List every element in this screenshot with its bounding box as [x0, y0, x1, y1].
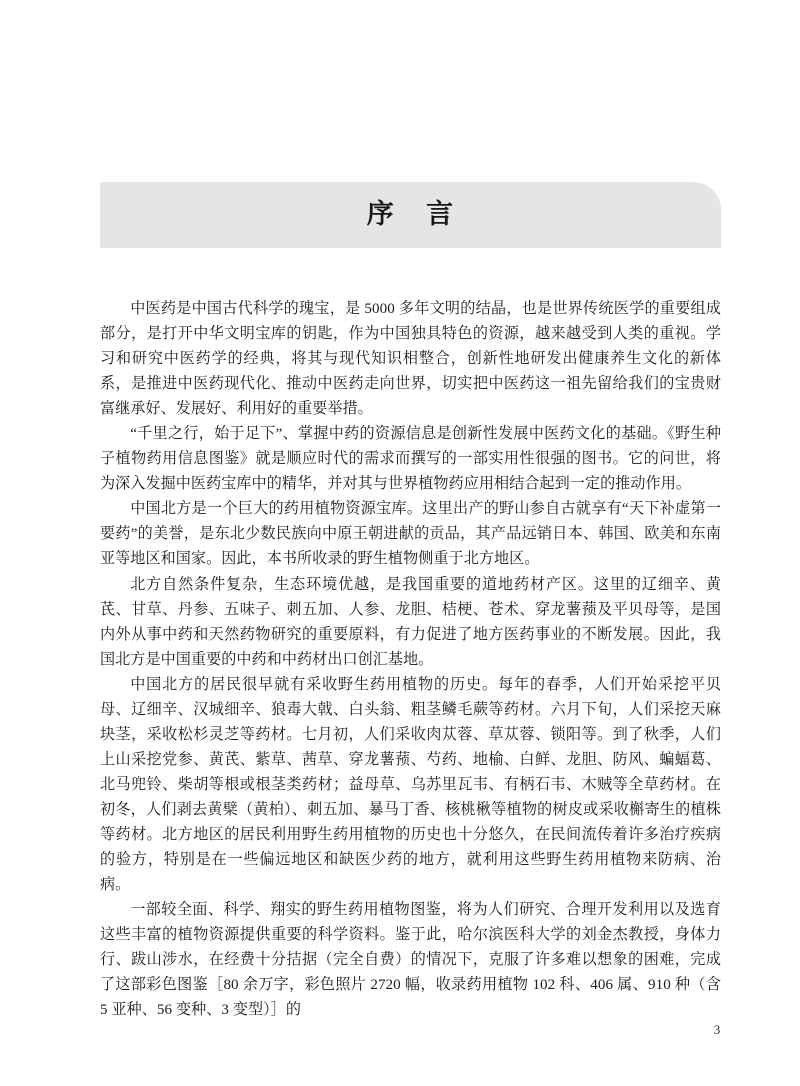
page-title: 序 言 — [366, 198, 456, 229]
paragraph: “千里之行，始于足下”、掌握中药的资源信息是创新性发展中医药文化的基础。《野生种子植物药用信息图鉴》就是顺应时代的需求而撰写的一部实用性很强的图书。它的问世，将为深入发掘中医药宝库中的精华，并对其与世界植物药应用相结合起到一定的推动作用。 — [100, 426, 721, 493]
page-number: 3 — [713, 1022, 721, 1037]
paragraph: 北方自然条件复杂，生态环境优越，是我国重要的道地药材产区。这里的辽细辛、黄芪、甘草、丹参、五味子、刺五加、人参、龙胆、桔梗、苍术、穿龙薯蓣及平贝母等，是国内外从事中药和天然药物研究的重要原料，有力促进了地方医药事业的不断发展。因此，我国北方是中国重要的中药和中药材出口创汇基地。 — [100, 576, 721, 668]
paragraph: 中国北方是一个巨大的药用植物资源宝库。这里出产的野山参自古就享有“天下补虚第一要药”的美誉，是东北少数民族向中原王朝进献的贡品，其产品远销日本、韩国、欧美和东南亚等地区和国家。因此，本书所收录的野生植物侧重于北方地区。 — [100, 501, 721, 568]
body-text-block — [100, 297, 721, 1023]
paragraph: 中国北方的居民很早就有采收野生药用植物的历史。每年的春季，人们开始采挖平贝母、辽细辛、汉城细辛、狼毒大戟、白头翁、粗茎鳞毛蕨等药材。六月下旬，人们采挖天麻块茎，采收松杉灵芝等药材。七月初，人们采收肉苁蓉、草苁蓉、锁阳等。到了秋季，人们上山采挖党参、黄芪、紫草、茜草、穿龙薯蓣、芍药、地榆、白鲜、龙胆、防风、蝙蝠葛、北马兜铃、柴胡等根或根茎类药材；益母草、乌苏里瓦韦、有柄石韦、木贼等全草药材。在初冬，人们剥去黄檗（黄柏）、刺五加、暴马丁香、核桃楸等植物的树皮或采收槲寄生的植株等药材。北方地区的居民利用野生药用植物的历史也十分悠久，在民间流传着许多治疗疾病的验方，特别是在一些偏远地区和缺医少药的地方，就利用这些野生药用植物来防病、治病。 — [100, 676, 721, 894]
paragraph: 一部较全面、科学、翔实的野生药用植物图鉴，将为人们研究、合理开发利用以及选育这些丰富的植物资源提供重要的科学资料。鉴于此，哈尔滨医科大学的刘金杰教授，身体力行、跋山涉水，在经费十分拮据（完全自费）的情况下，克服了许多难以想象的困难，完成了这部彩色图鉴［80 余万字，彩色照片 2720 幅，收录药用植物 102 科、406 属、910 种（含 5 亚种、56 变种、3 变型）］的 — [100, 902, 721, 1019]
paragraph: 中医药是中国古代科学的瑰宝，是 5000 多年文明的结晶，也是世界传统医学的重要组成部分，是打开中华文明宝库的钥匙，作为中国独具特色的资源，越来越受到人类的重视。学习和研究中医药学的经典，将其与现代知识相整合，创新性地研发出健康养生文化的新体系，是推进中医药现代化、推动中医药走向世界，切实把中医药这一祖先留给我们的宝贵财富继承好、发展好、利用好的重要举措。 — [100, 301, 721, 418]
chapter-heading-banner — [100, 182, 721, 248]
